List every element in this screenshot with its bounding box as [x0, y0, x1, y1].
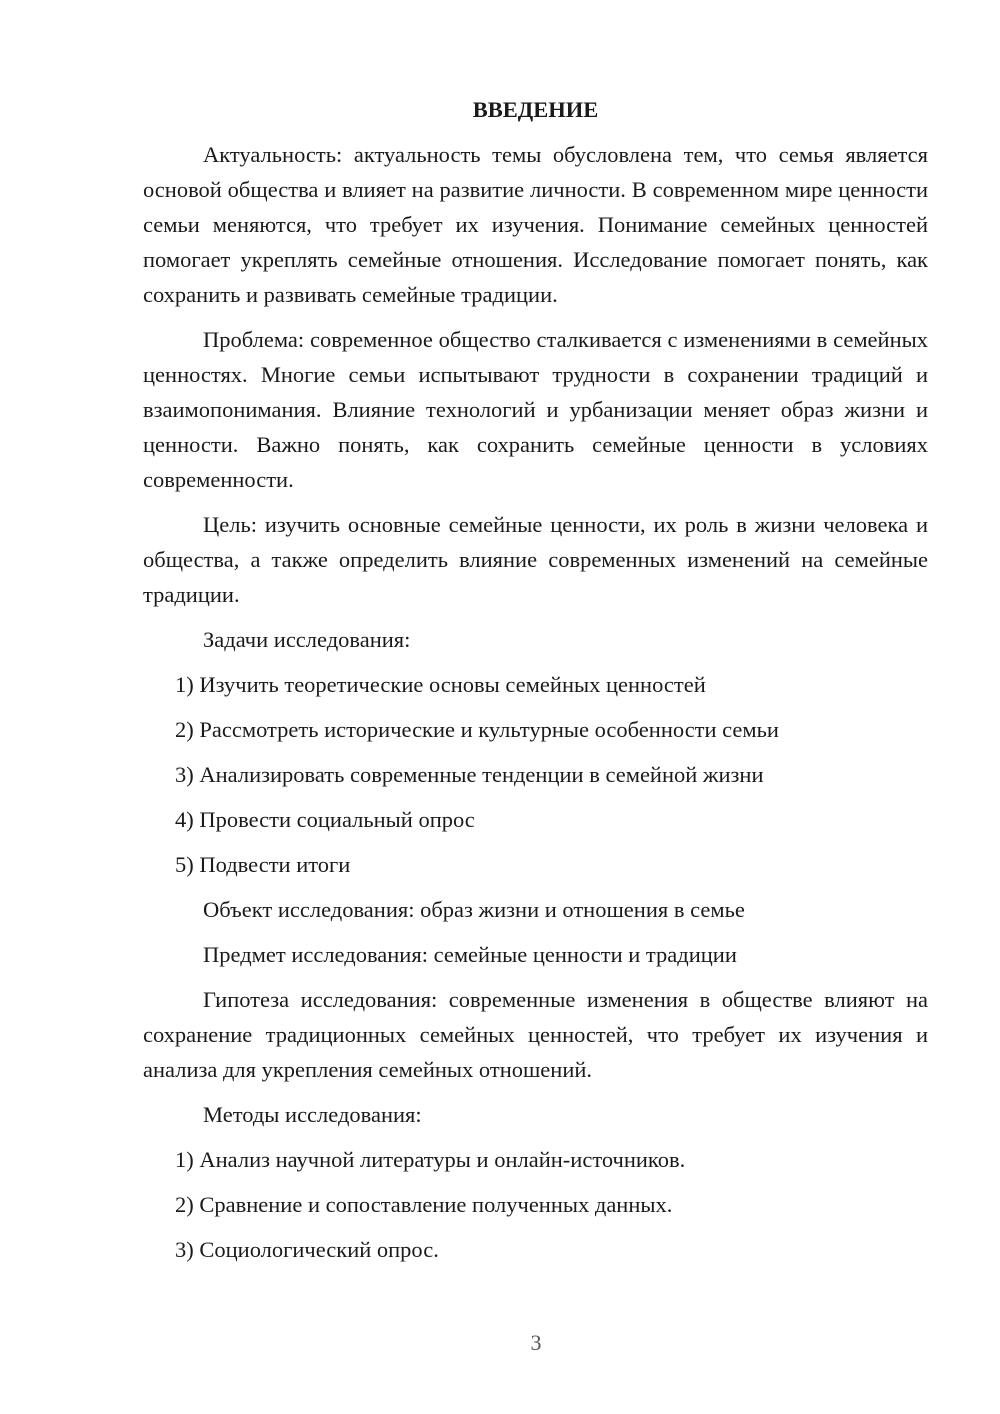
- list-item: 2) Рассмотреть исторические и культурные особенности семьи: [175, 717, 779, 742]
- relevance-paragraph: Актуальность: актуальность темы обусловлена тем, что семья является основой общества и влияет на развитие личности. В современном мире ценности семьи меняются, что требует их изучения. Понимание семейных ценностей помогает укреплять семейные отношения. Исследование помогает понять, как сохранить и развивать семейные традиции.: [143, 142, 928, 307]
- list-item: 4) Провести социальный опрос: [175, 807, 475, 832]
- tasks-heading: Задачи исследования:: [203, 627, 411, 652]
- problem-paragraph: Проблема: современное общество сталкивается с изменениями в семейных ценностях. Многие семьи испытывают трудности в сохранении традиций и взаимопонимания. Влияние технологий и урбанизации меняет образ жизни и ценности. Важно понять, как сохранить семейные ценности в условиях современности.: [143, 327, 928, 492]
- tasks-list: [143, 667, 928, 882]
- object-paragraph: Объект исследования: образ жизни и отношения в семье: [203, 897, 745, 922]
- list-item: 5) Подвести итоги: [175, 852, 351, 877]
- methods-heading: Методы исследования:: [203, 1102, 422, 1127]
- list-item: 2) Сравнение и сопоставление полученных данных.: [175, 1192, 673, 1217]
- list-item: 1) Анализ научной литературы и онлайн-источников.: [175, 1147, 686, 1172]
- hypothesis-paragraph: Гипотеза исследования: современные изменения в обществе влияют на сохранение традиционных семейных ценностей, что требует их изучения и анализа для укрепления семейных отношений.: [143, 987, 928, 1082]
- list-item: 3) Социологический опрос.: [175, 1237, 439, 1262]
- page-number: 3: [530, 1330, 542, 1355]
- document-page: [143, 92, 928, 1277]
- page-title: ВВЕДЕНИЕ: [472, 97, 599, 122]
- goal-paragraph: Цель: изучить основные семейные ценности, их роль в жизни человека и общества, а также определить влияние современных изменений на семейные традиции.: [143, 512, 928, 607]
- methods-list: [143, 1142, 928, 1267]
- subject-paragraph: Предмет исследования: семейные ценности и традиции: [203, 942, 737, 967]
- list-item: 3) Анализировать современные тенденции в семейной жизни: [175, 762, 764, 787]
- list-item: 1) Изучить теоретические основы семейных ценностей: [175, 672, 706, 697]
